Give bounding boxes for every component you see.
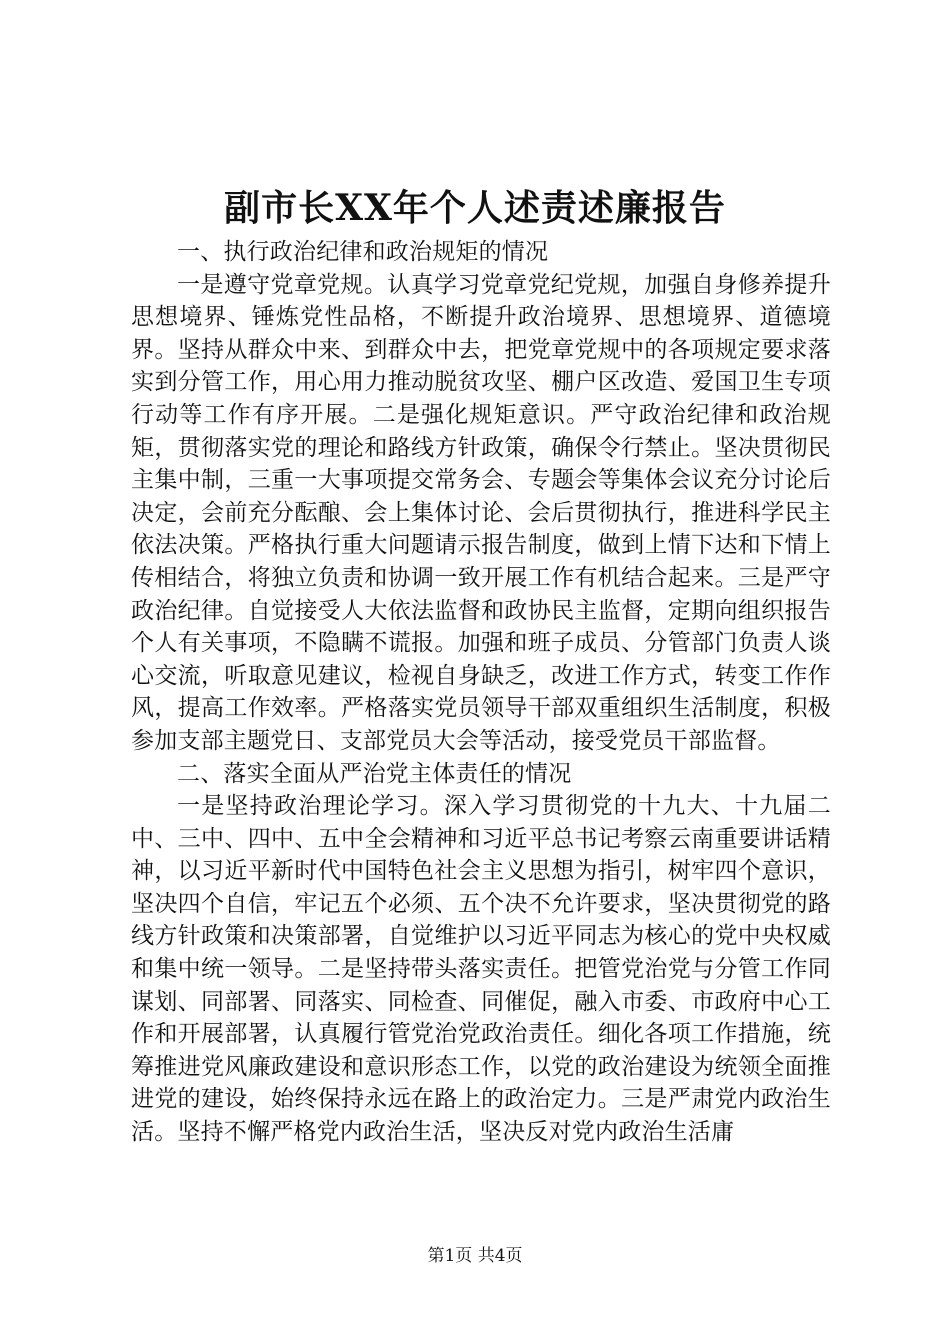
section-heading-2: 二、落实全面从严治党主体责任的情况 [177, 760, 572, 787]
body-paragraph-2: 一是坚持政治理论学习。深入学习贯彻党的十九大、十九届二中、三中、四中、五中全会精神和习近平总书记考察云南重要讲话精神，以习近平新时代中国特色社会主义思想为指引，树牢四个意识，坚决四个自信，牢记五个必须、五个决不允许要求，坚决贯彻党的路线方针政策和决策部署，自觉维护以习近平同志为核心的党中央权威和集中统一领导。二是坚持带头落实责任。把管党治党与分管工作同谋划、同部署、同落实、同检查、同催促，融入市委、市政府中心工作和开展部署，认真履行管党治党政治责任。细化各项工作措施，统筹推进党风廉政建设和意识形态工作，以党的政治建设为统领全面推进党的建设，始终保持永远在路上的政治定力。三是严肃党内政治生活。坚持不懈严格党内政治生活，坚决反对党内政治生活庸 [131, 793, 831, 1146]
section-heading-1: 一、执行政治纪律和政治规矩的情况 [177, 239, 549, 265]
document-body [131, 236, 831, 1149]
body-paragraph-1: 一是遵守党章党规。认真学习党章党纪党规，加强自身修养提升思想境界、锤炼党性品格，不断提升政治境界、思想境界、道德境界。坚持从群众中来、到群众中去，把党章党规中的各项规定要求落实到分管工作，用心用力推动脱贫攻坚、棚户区改造、爱国卫生专项行动等工作有序开展。二是强化规矩意识。严守政治纪律和政治规矩，贯彻落实党的理论和路线方针政策，确保令行禁止。坚决贯彻民主集中制，三重一大事项提交常务会、专题会等集体会议充分讨论后决定，会前充分酝酿、会上集体讨论、会后贯彻执行，推进科学民主依法决策。严格执行重大问题请示报告制度，做到上情下达和下情上传相结合，将独立负责和协调一致开展工作有机结合起来。三是严守政治纪律。自觉接受人大依法监督和政协民主监督，定期向组织报告个人有关事项，不隐瞒不谎报。加强和班子成员、分管部门负责人谈心交流，听取意见建议，检视自身缺乏，改进工作方式，转变工作作风，提高工作效率。严格落实党员领导干部双重组织生活制度，积极参加支部主题党日、支部党员大会等活动，接受党员干部监督。 [131, 271, 831, 754]
page-number-footer: 第1页 共4页 [427, 1246, 523, 1266]
document-title: 副市长XX年个人述责述廉报告 [224, 187, 726, 229]
